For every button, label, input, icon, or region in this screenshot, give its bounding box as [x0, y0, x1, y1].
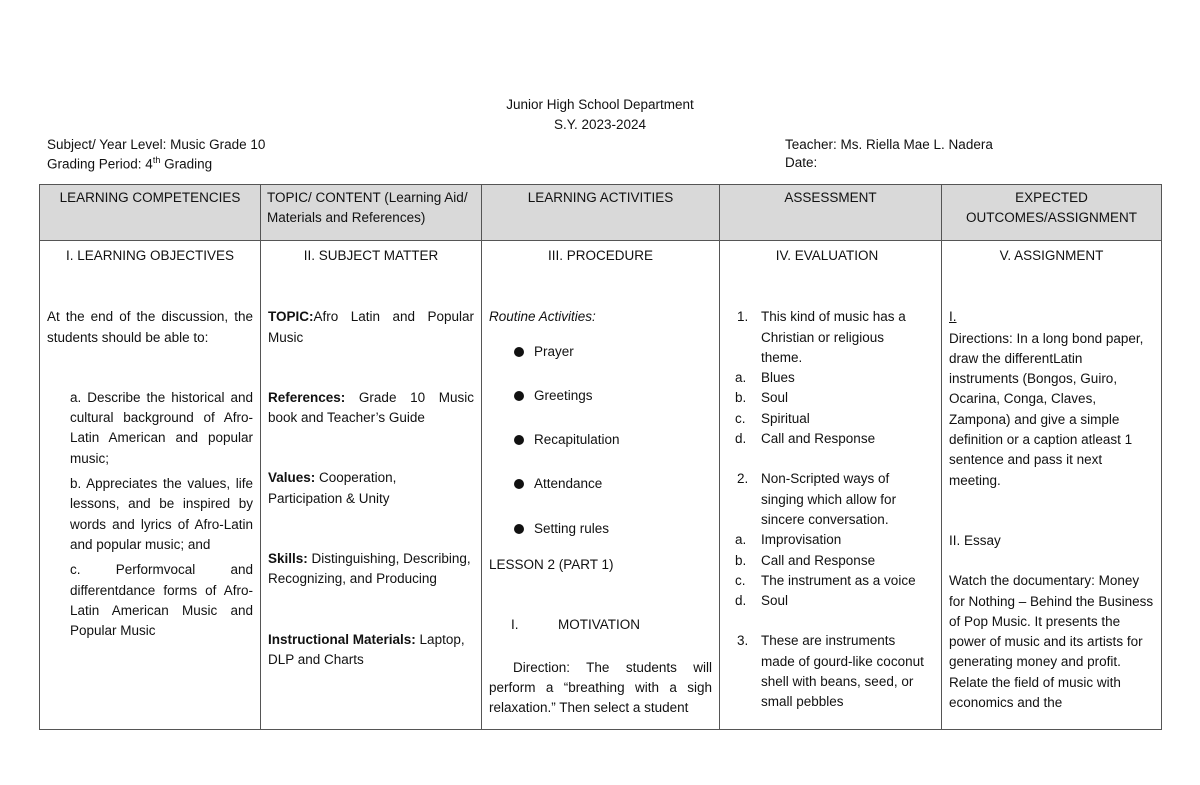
bullet-item — [489, 474, 712, 494]
option-item — [727, 388, 927, 408]
references-label: References: — [268, 389, 346, 405]
values-label: Values: — [268, 470, 316, 486]
bullet-icon — [514, 479, 524, 489]
bullet-text: Recapitulation — [534, 432, 620, 448]
option-text: Soul — [761, 390, 789, 406]
question-item — [727, 469, 927, 530]
references-value: Grade 10 Music book and Teacher’s Guide — [268, 389, 474, 426]
assignment-part2-text: Watch the documentary: Money for Nothing – Behind the Business of Pop Music. It presents the power of music and its artists for generating money and profit. Relate the field of music with economics and the — [949, 573, 1154, 711]
question-text: These are instruments made of gourd-like coconut shell with beans, seed, or small pebbles — [761, 633, 924, 710]
skills-value: Distinguishing, Describing, Recognizing, and Producing — [268, 551, 471, 587]
question-number: 2. — [737, 471, 749, 487]
objective-c: c. Performvocal and differentdance forms of Afro-Latin American Music and Popular Music — [70, 562, 253, 639]
materials-entry — [268, 630, 474, 671]
option-letter: a. — [735, 532, 747, 548]
question-item — [727, 307, 927, 368]
objective-b: b. Appreciates the values, life lessons, and be inspired by words and lyrics of Afro-Latin and popular music; and — [70, 476, 253, 552]
bullet-text: Setting rules — [534, 520, 610, 536]
assignment-cell — [942, 241, 1162, 730]
bullet-item — [489, 430, 712, 450]
header-activities: LEARNING ACTIVITIES — [482, 185, 720, 241]
option-letter: b. — [735, 390, 747, 406]
content-row — [40, 241, 1162, 730]
department-title: Junior High School Department — [506, 97, 694, 112]
procedure-heading: III. PROCEDURE — [547, 248, 653, 263]
grading-suffix: Grading — [160, 156, 213, 172]
header-outcomes: EXPECTED OUTCOMES/ASSIGNMENT — [942, 185, 1162, 241]
subject-matter-heading: II. SUBJECT MATTER — [303, 248, 439, 263]
option-text: Improvisation — [761, 532, 842, 548]
motivation-number: I. — [511, 617, 519, 633]
grading-prefix: Grading Period: 4 — [47, 156, 153, 172]
evaluation-heading: IV. EVALUATION — [775, 248, 879, 263]
option-text: The instrument as a voice — [761, 572, 916, 588]
option-letter: d. — [735, 431, 747, 447]
lesson-title: LESSON 2 (PART 1) — [489, 557, 614, 573]
header-row — [40, 185, 1162, 241]
topic-label: TOPIC: — [268, 309, 314, 325]
bullet-icon — [514, 391, 524, 401]
question-item — [727, 631, 927, 712]
bullet-text: Attendance — [534, 476, 603, 492]
question-number: 1. — [737, 309, 749, 325]
topic-value: Afro Latin and Popular Music — [268, 309, 474, 345]
motivation-heading — [489, 615, 712, 635]
school-year: S.Y. 2023-2024 — [553, 117, 647, 132]
motivation-direction: Direction: The students will perform a “breathing with a sigh relaxation.” Then select a student — [489, 659, 712, 716]
subject-matter-cell — [261, 241, 482, 730]
assignment-part1-number: I. — [949, 309, 957, 325]
skills-label: Skills: — [268, 551, 308, 567]
option-text: Blues — [761, 370, 795, 386]
option-letter: b. — [735, 552, 747, 568]
option-item — [727, 409, 927, 429]
grading-period — [47, 155, 212, 172]
routine-label: Routine Activities: — [489, 309, 596, 325]
option-text: Spiritual — [761, 410, 810, 426]
question-text: This kind of music has a Christian or religious theme. — [761, 309, 906, 365]
objective-a: a. Describe the historical and cultural background of Afro-Latin American and popular music; — [70, 389, 253, 466]
values-value: Cooperation, Participation & Unity — [268, 470, 397, 506]
assignment-part2-title: II. Essay — [949, 532, 1001, 548]
skills-entry — [268, 549, 474, 590]
header-assessment: ASSESSMENT — [720, 185, 942, 241]
references-entry — [268, 388, 474, 429]
option-item — [727, 571, 927, 591]
evaluation-cell — [720, 241, 942, 730]
question-number: 3. — [737, 633, 749, 649]
option-item — [727, 530, 927, 550]
option-item — [727, 551, 927, 571]
bullet-icon — [514, 524, 524, 534]
option-text: Call and Response — [761, 552, 876, 568]
option-letter: c. — [735, 572, 746, 588]
materials-label: Instructional Materials: — [268, 631, 416, 647]
bullet-item — [489, 342, 712, 362]
bullet-icon — [514, 347, 524, 357]
bullet-item — [489, 519, 712, 539]
assignment-heading: V. ASSIGNMENT — [999, 248, 1104, 263]
topic-entry — [268, 307, 474, 348]
bullet-icon — [514, 435, 524, 445]
option-item — [727, 368, 927, 388]
lesson-plan-table — [39, 184, 1162, 730]
question-text: Non-Scripted ways of singing which allow for sincere conversation. — [761, 471, 897, 527]
option-text: Soul — [761, 593, 789, 609]
option-item — [727, 429, 927, 449]
subject-line: Subject/ Year Level: Music Grade 10 — [47, 137, 266, 152]
objectives-heading: I. LEARNING OBJECTIVES — [65, 248, 235, 263]
date-line: Date: — [785, 155, 818, 170]
option-letter: d. — [735, 593, 747, 609]
option-letter: c. — [735, 410, 746, 426]
motivation-label: MOTIVATION — [558, 617, 640, 633]
option-text: Call and Response — [761, 431, 876, 447]
header-competencies: LEARNING COMPETENCIES — [40, 185, 261, 241]
objectives-cell — [40, 241, 261, 730]
teacher-line: Teacher: Ms. Riella Mae L. Nadera — [785, 137, 993, 152]
header-topic: TOPIC/ CONTENT (Learning Aid/ Materials and References) — [261, 185, 482, 241]
option-item — [727, 591, 927, 611]
assignment-part1-text: Directions: In a long bond paper, draw the differentLatin instruments (Bongos, Guiro, Ocarina, Conga, Claves, Zampona) and give a simple definition or a caption atleast 1 sentence and pass it next meeting. — [949, 330, 1144, 488]
bullet-text: Greetings — [534, 387, 593, 403]
grading-sup: th — [152, 155, 161, 165]
procedure-cell — [482, 241, 720, 730]
materials-value: Laptop, DLP and Charts — [268, 631, 465, 667]
values-entry — [268, 468, 474, 509]
bullet-text: Prayer — [534, 343, 574, 359]
option-letter: a. — [735, 370, 747, 386]
objectives-intro: At the end of the discussion, the students should be able to: — [47, 309, 253, 345]
bullet-item — [489, 386, 712, 406]
